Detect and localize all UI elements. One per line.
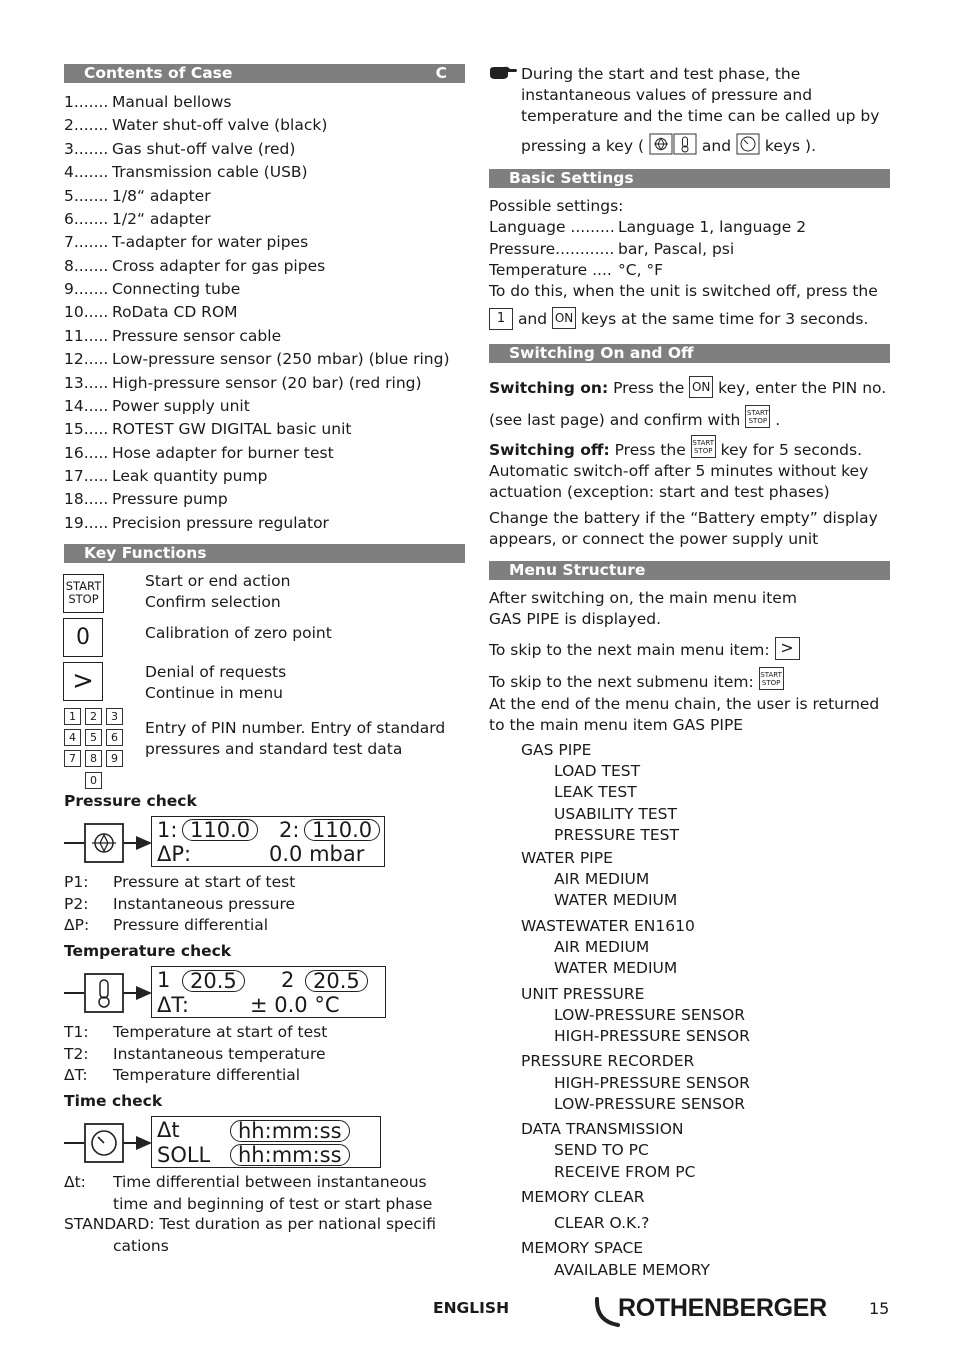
menu-item: MEMORY SPACE bbox=[521, 1239, 644, 1257]
submenu-item: SEND TO PC bbox=[554, 1141, 649, 1159]
todo-line-1: To do this, when the unit is switched off, press the bbox=[489, 282, 878, 300]
setting-pressure-key: Pressure............ bbox=[489, 240, 615, 258]
submenu-item: USABILITY TEST bbox=[554, 805, 677, 823]
standard-line-2: cations bbox=[113, 1237, 169, 1255]
start-stop-key-small-icon bbox=[745, 405, 770, 428]
submenu-item: AIR MEDIUM bbox=[554, 938, 650, 956]
definition-value: Pressure at start of test bbox=[113, 873, 296, 891]
zero-desc: Calibration of zero point bbox=[145, 624, 332, 642]
submenu-item: HIGH-PRESSURE SENSOR bbox=[554, 1074, 750, 1092]
pressure-key-arrow-icon bbox=[64, 820, 154, 866]
start-stop-desc-1: Start or end action bbox=[145, 572, 291, 590]
keypad-key-2: 2 bbox=[85, 708, 102, 725]
keypad-key-1: 1 bbox=[64, 708, 81, 725]
auto-off-line-2: actuation (exception: start and test phases) bbox=[489, 483, 830, 501]
battery-line-2: appears, or connect the power supply unit bbox=[489, 530, 819, 548]
setting-language-key: Language ......... bbox=[489, 218, 615, 236]
switching-header: Switching On and Off bbox=[489, 344, 890, 363]
contents-item: 4....... Transmission cable (USB) bbox=[64, 163, 308, 181]
contents-item: 8....... Cross adapter for gas pipes bbox=[64, 257, 326, 275]
temperature-check-heading: Temperature check bbox=[64, 942, 232, 960]
definition-key: T1: bbox=[64, 1023, 89, 1041]
next-key-small-icon: > bbox=[775, 637, 800, 660]
pressure-key-icon bbox=[649, 133, 673, 155]
skip-sub-line: To skip to the next submenu item: START STOP bbox=[489, 667, 784, 692]
submenu-item: AVAILABLE MEMORY bbox=[554, 1261, 710, 1279]
switching-on-line: Switching on: Press the ON key, enter the PIN no. bbox=[489, 376, 886, 398]
note-line-2: instantaneous values of pressure and bbox=[521, 86, 813, 104]
time-def-key: Δt: bbox=[64, 1173, 86, 1191]
contents-item: 18..... Pressure pump bbox=[64, 490, 228, 508]
start-label: START bbox=[747, 409, 769, 417]
menu-item: GAS PIPE bbox=[521, 741, 592, 759]
contents-item: 14..... Power supply unit bbox=[64, 397, 250, 415]
standard-line-1: STANDARD: Test duration as per national specifi bbox=[64, 1215, 436, 1233]
start-stop-key-small-icon-2 bbox=[691, 435, 716, 458]
submenu-item: RECEIVE FROM PC bbox=[554, 1163, 696, 1181]
start-label: START bbox=[692, 439, 715, 447]
pointing-hand-icon bbox=[488, 65, 518, 81]
start-stop-desc-2: Confirm selection bbox=[145, 593, 281, 611]
definition-value: Instantaneous temperature bbox=[113, 1044, 326, 1063]
keypad-key-5: 5 bbox=[85, 729, 102, 746]
key-1-icon: 1 bbox=[489, 308, 513, 330]
submenu-item: WATER MEDIUM bbox=[554, 959, 678, 977]
keypad-key-7: 7 bbox=[64, 750, 81, 767]
start-stop-key-small-icon-3 bbox=[759, 667, 784, 690]
todo-line-2: 1 and ON keys at the same time for 3 seconds. bbox=[489, 307, 868, 330]
next-desc-2: Continue in menu bbox=[145, 684, 283, 702]
definition-key: P2: bbox=[64, 894, 89, 913]
menu-item: DATA TRANSMISSION bbox=[521, 1120, 684, 1138]
footer-language: ENGLISH bbox=[433, 1299, 510, 1317]
contents-item: 15..... ROTEST GW DIGITAL basic unit bbox=[64, 420, 352, 438]
thermometer-key-icon bbox=[673, 133, 697, 155]
stop-label: STOP bbox=[761, 679, 781, 687]
note-line-4: pressing a key ( and keys ). bbox=[521, 133, 816, 156]
page-number: 15 bbox=[869, 1299, 890, 1318]
contents-item: 5....... 1/8“ adapter bbox=[64, 187, 211, 205]
menu-item: WASTEWATER EN1610 bbox=[521, 917, 695, 935]
submenu-item: AIR MEDIUM bbox=[554, 870, 650, 888]
contents-item: 11..... Pressure sensor cable bbox=[64, 327, 282, 345]
stop-label: STOP bbox=[693, 447, 713, 455]
setting-temperature-key: Temperature .... bbox=[489, 261, 612, 279]
menu-item: MEMORY CLEAR bbox=[521, 1188, 645, 1206]
clock-key-icon bbox=[736, 133, 760, 155]
contents-item: 19..... Precision pressure regulator bbox=[64, 514, 329, 532]
battery-line-1: Change the battery if the “Battery empty” display bbox=[489, 509, 878, 527]
setting-language-value: Language 1, language 2 bbox=[618, 218, 807, 236]
menu-end-1: At the end of the menu chain, the user is returned bbox=[489, 695, 880, 713]
contents-item: 3....... Gas shut-off valve (red) bbox=[64, 140, 296, 158]
submenu-item: LEAK TEST bbox=[554, 783, 637, 801]
contents-item: 6....... 1/2“ adapter bbox=[64, 210, 211, 228]
definition-key: ΔT: bbox=[64, 1066, 88, 1084]
next-desc-1: Denial of requests bbox=[145, 663, 287, 681]
temperature-lcd: 1 20.5 2 20.5 ΔT: ± 0.0 °C bbox=[151, 966, 386, 1018]
keypad-desc-1: Entry of PIN number. Entry of standard bbox=[145, 719, 446, 737]
submenu-item: LOW-PRESSURE SENSOR bbox=[554, 1006, 746, 1024]
menu-item: WATER PIPE bbox=[521, 849, 613, 867]
submenu-item: CLEAR O.K.? bbox=[554, 1214, 650, 1232]
menu-after-1: After switching on, the main menu item bbox=[489, 589, 797, 607]
definition-value: Temperature at start of test bbox=[113, 1023, 328, 1041]
contents-item: 1....... Manual bellows bbox=[64, 93, 232, 111]
stop-label: STOP bbox=[748, 417, 768, 425]
on-key-icon: ON bbox=[552, 307, 576, 329]
time-lcd: Δt hh:mm:ss SOLL hh:mm:ss bbox=[151, 1116, 381, 1168]
switching-off-line: Switching off: Press the START STOP key for 5 seconds. bbox=[489, 435, 862, 460]
setting-pressure-value: bar, Pascal, psi bbox=[618, 240, 735, 258]
pressure-check-heading: Pressure check bbox=[64, 792, 197, 810]
menu-end-2: to the main menu item GAS PIPE bbox=[489, 716, 744, 734]
contents-item: 17..... Leak quantity pump bbox=[64, 467, 268, 485]
menu-structure-header: Menu Structure bbox=[489, 561, 890, 580]
menu-after-2: GAS PIPE is displayed. bbox=[489, 610, 662, 628]
submenu-item: PRESSURE TEST bbox=[554, 826, 679, 844]
possible-settings: Possible settings: bbox=[489, 197, 624, 215]
keypad-key-3: 3 bbox=[106, 708, 123, 725]
definition-value: Instantaneous pressure bbox=[113, 894, 296, 913]
note-line-3: temperature and the time can be called up by bbox=[521, 107, 880, 125]
submenu-item: WATER MEDIUM bbox=[554, 891, 678, 909]
time-check-heading: Time check bbox=[64, 1092, 163, 1110]
start-label: START bbox=[760, 671, 782, 679]
contents-item: 16..... Hose adapter for burner test bbox=[64, 444, 334, 462]
keypad-key-8: 8 bbox=[85, 750, 102, 767]
time-def-line-2: time and beginning of test or start phase bbox=[113, 1195, 433, 1213]
menu-item: UNIT PRESSURE bbox=[521, 985, 645, 1003]
contents-item: 13..... High-pressure sensor (20 bar) (red ring) bbox=[64, 374, 422, 392]
keypad-desc-2: pressures and standard test data bbox=[145, 740, 403, 758]
keypad-key-6: 6 bbox=[106, 729, 123, 746]
time-def-line-1: Time differential between instantaneous bbox=[113, 1173, 427, 1191]
pressure-lcd: 1: 110.0 2: 110.0 ΔP: 0.0 mbar bbox=[151, 816, 385, 867]
submenu-item: LOW-PRESSURE SENSOR bbox=[554, 1095, 746, 1113]
basic-settings-header: Basic Settings bbox=[489, 169, 890, 188]
note-line-1: During the start and test phase, the bbox=[521, 65, 801, 83]
switching-on-line-2: (see last page) and confirm with START STOP . bbox=[489, 405, 780, 430]
contents-header: Contents of Case C bbox=[64, 64, 465, 83]
brand-swoosh-icon bbox=[594, 1297, 620, 1329]
menu-item: PRESSURE RECORDER bbox=[521, 1052, 695, 1070]
contents-item: 7....... T-adapter for water pipes bbox=[64, 233, 309, 251]
thermometer-key-arrow-icon bbox=[64, 970, 154, 1016]
skip-main-line: To skip to the next main menu item: > bbox=[489, 637, 800, 660]
contents-item: 9....... Connecting tube bbox=[64, 280, 241, 298]
numeric-keypad-icon bbox=[62, 706, 130, 790]
submenu-item: LOAD TEST bbox=[554, 762, 641, 780]
definition-key: P1: bbox=[64, 873, 89, 891]
setting-temperature-value: °C, °F bbox=[618, 261, 664, 279]
contents-item: 10..... RoData CD ROM bbox=[64, 303, 238, 321]
key-functions-header: Key Functions bbox=[64, 544, 465, 563]
keypad-key-4: 4 bbox=[64, 729, 81, 746]
submenu-item: HIGH-PRESSURE SENSOR bbox=[554, 1027, 750, 1045]
keypad-key-9: 9 bbox=[106, 750, 123, 767]
keypad-key-0: 0 bbox=[85, 772, 102, 789]
on-key-icon-2: ON bbox=[689, 376, 713, 398]
next-key-icon: > bbox=[63, 662, 103, 701]
zero-key-icon: 0 bbox=[63, 618, 103, 657]
contents-item: 12..... Low-pressure sensor (250 mbar) (blue ring) bbox=[64, 350, 450, 368]
definition-value: Temperature differential bbox=[113, 1066, 301, 1084]
brand-logo: ROTHENBERGER bbox=[618, 1294, 827, 1322]
auto-off-line-1: Automatic switch-off after 5 minutes without key bbox=[489, 462, 869, 480]
definition-value: Pressure differential bbox=[113, 916, 269, 934]
clock-key-arrow-icon bbox=[64, 1120, 154, 1166]
start-stop-key-icon: START STOP bbox=[63, 574, 104, 613]
definition-key: ΔP: bbox=[64, 916, 90, 934]
definition-key: T2: bbox=[64, 1044, 89, 1063]
contents-letter: C bbox=[435, 64, 447, 82]
contents-item: 2....... Water shut-off valve (black) bbox=[64, 116, 328, 134]
